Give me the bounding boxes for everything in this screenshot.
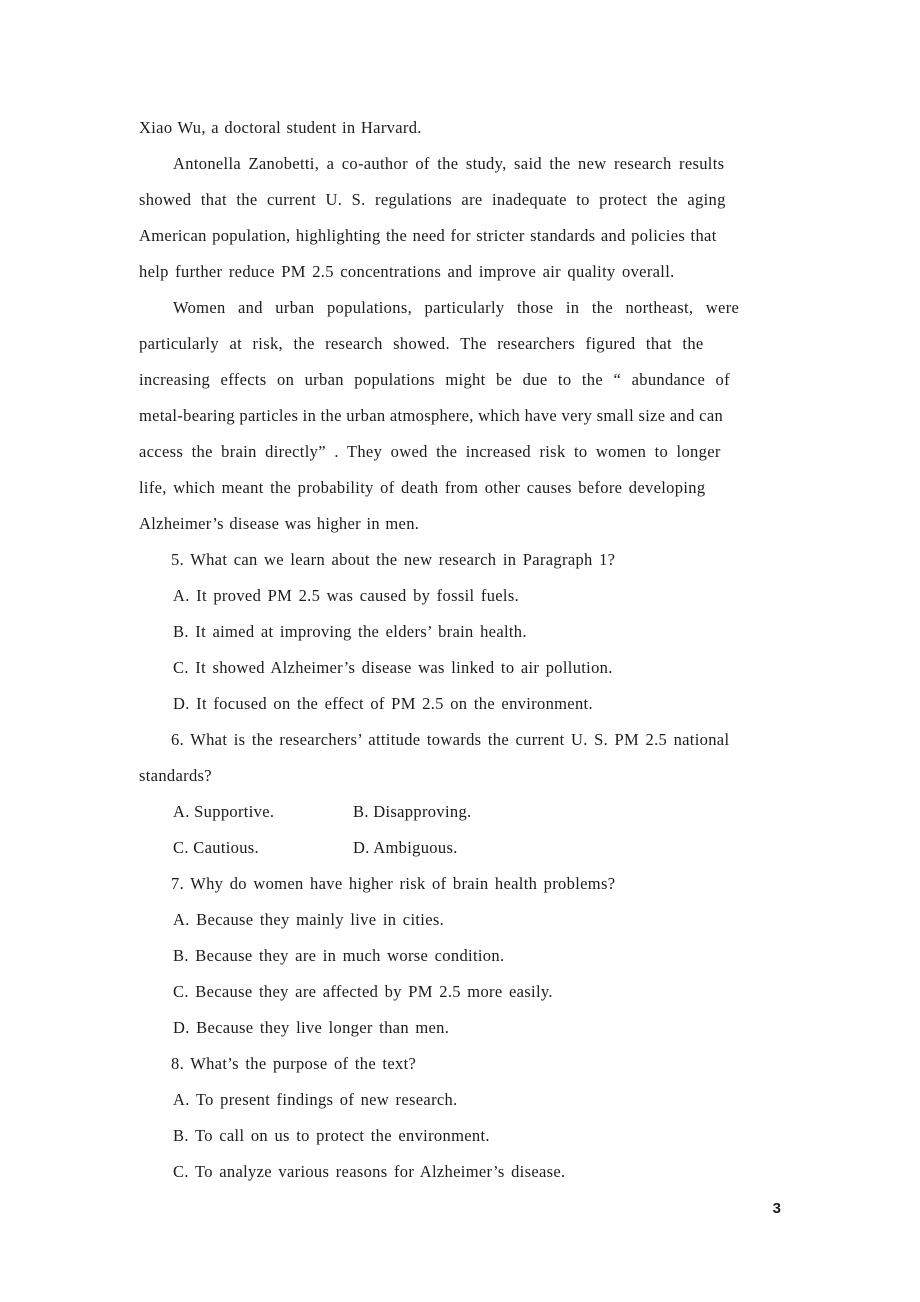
body-line: Xiao Wu, a doctoral student in Harvard. [139, 118, 422, 137]
question-8-prompt: 8. What’s the purpose of the text? [171, 1054, 417, 1073]
question-5-option-c[interactable]: C. It showed Alzheimer’s disease was linked to air pollution. [173, 658, 613, 677]
body-line: showed that the current U. S. regulations are inadequate to protect the aging [139, 190, 726, 209]
question-5-option-d[interactable]: D. It focused on the effect of PM 2.5 on the environment. [173, 694, 593, 713]
question-7-option-c[interactable]: C. Because they are affected by PM 2.5 more easily. [173, 982, 553, 1001]
question-7-option-d[interactable]: D. Because they live longer than men. [173, 1018, 450, 1037]
body-line: Alzheimer’s disease was higher in men. [139, 514, 420, 533]
question-6-prompt: 6. What is the researchers’ attitude towards the current U. S. PM 2.5 national [171, 730, 730, 749]
question-6-option-row-ab [139, 794, 807, 830]
question-8-option-a[interactable]: A. To present findings of new research. [173, 1090, 458, 1109]
body-line: help further reduce PM 2.5 concentrations and improve air quality overall. [139, 262, 675, 281]
question-6-option-a[interactable]: A. Supportive. [173, 802, 275, 821]
question-7-option-b[interactable]: B. Because they are in much worse condition. [173, 946, 505, 965]
body-line: metal-bearing particles in the urban atmosphere, which have very small size and can [139, 406, 724, 425]
body-line: Antonella Zanobetti, a co-author of the study, said the new research results [173, 154, 725, 173]
body-line: access the brain directly” . They owed the increased risk to women to longer [139, 442, 721, 461]
page-content [139, 110, 807, 1190]
question-5-option-a[interactable]: A. It proved PM 2.5 was caused by fossil fuels. [173, 586, 520, 605]
question-6-option-c[interactable]: C. Cautious. [173, 838, 260, 857]
question-8-option-b[interactable]: B. To call on us to protect the environment. [173, 1126, 490, 1145]
question-6-option-row-cd [139, 830, 807, 866]
question-6-option-d[interactable]: D. Ambiguous. [353, 838, 458, 857]
question-8-option-c[interactable]: C. To analyze various reasons for Alzheimer’s disease. [173, 1162, 566, 1181]
body-line: Women and urban populations, particularly those in the northeast, were [173, 298, 740, 317]
question-7-prompt: 7. Why do women have higher risk of brain health problems? [171, 874, 616, 893]
question-6-option-b[interactable]: B. Disapproving. [353, 802, 472, 821]
body-line: increasing effects on urban populations might be due to the “ abundance of [139, 370, 730, 389]
page-number: 3 [772, 1200, 781, 1217]
body-line: particularly at risk, the research showed. The researchers figured that the [139, 334, 704, 353]
question-6-prompt-continuation: standards? [139, 766, 212, 785]
question-5-option-b[interactable]: B. It aimed at improving the elders’ brain health. [173, 622, 527, 641]
body-line: American population, highlighting the need for stricter standards and policies that [139, 226, 717, 245]
question-5-prompt: 5. What can we learn about the new research in Paragraph 1? [171, 550, 616, 569]
question-7-option-a[interactable]: A. Because they mainly live in cities. [173, 910, 445, 929]
body-line: life, which meant the probability of death from other causes before developing [139, 478, 706, 497]
